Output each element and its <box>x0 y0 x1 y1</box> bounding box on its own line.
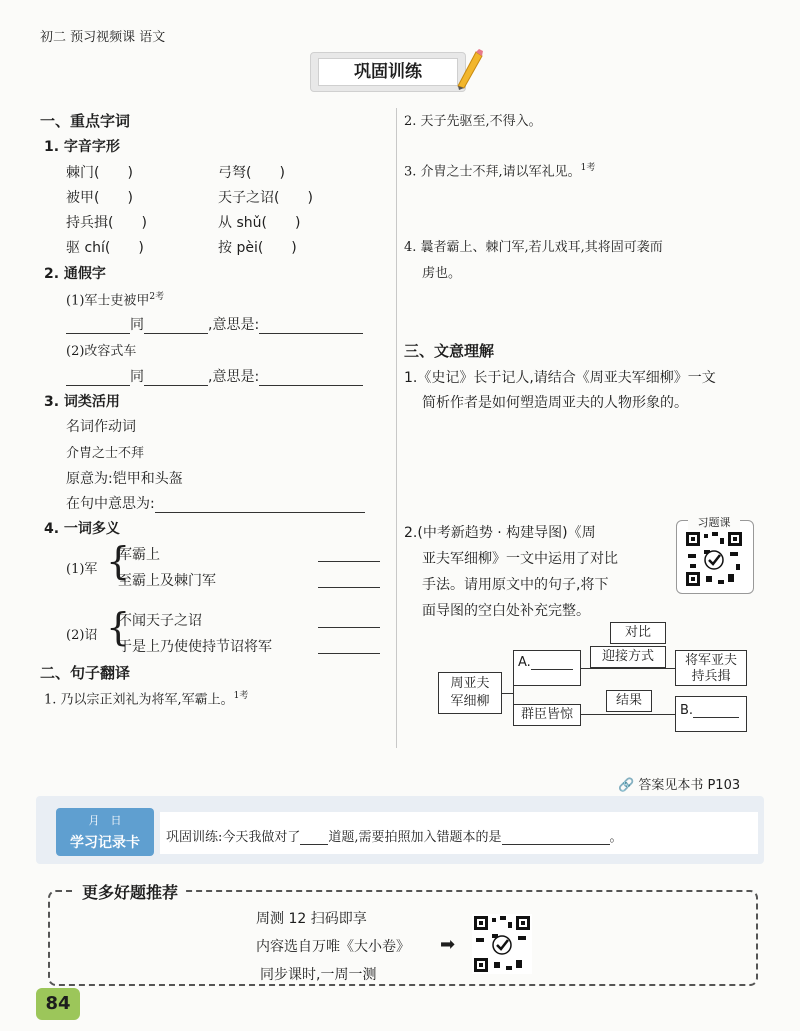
understand-2d: 面导图的空白处补充完整。 <box>422 603 590 619</box>
translate-2: 2. 天子先驱至,不得入。 <box>404 114 542 129</box>
q1-item: 持兵揖( ) <box>66 215 147 231</box>
section-title-3: 三、文意理解 <box>404 342 495 360</box>
qr-code-icon[interactable] <box>684 530 744 588</box>
answer-reference: 🔗 答案见本书 P103 <box>618 778 741 793</box>
link-icon: 🔗 <box>618 778 635 793</box>
q1-title: 1. 字音字形 <box>44 139 120 155</box>
answer-line[interactable] <box>318 561 380 562</box>
understand-2b: 亚夫军细柳》一文中运用了对比 <box>422 551 618 567</box>
understand-1a: 1.《史记》长于记人,请结合《周亚夫军细柳》一文 <box>404 370 716 386</box>
translate-4a: 4. 曩者霸上、棘门军,若儿戏耳,其将固可袭而 <box>404 240 663 255</box>
section-title-2: 二、句子翻译 <box>40 664 131 682</box>
more-line-2: 内容选自万唯《大小卷》 <box>256 939 410 955</box>
q2-sentence-2: (2)改容式车 <box>66 344 137 359</box>
brace: { <box>106 539 131 583</box>
q2-title: 2. 通假字 <box>44 266 106 282</box>
qr-code-icon[interactable] <box>472 914 532 974</box>
q3-original: 原意为:铠甲和头盔 <box>66 471 183 487</box>
column-divider <box>396 108 397 748</box>
map-center: 周亚夫 军细柳 <box>438 672 502 714</box>
answer-line[interactable] <box>318 627 380 628</box>
understand-2a: 2.(中考新趋势 · 构建导图)《周 <box>404 525 596 541</box>
q3-meaning: 在句中意思为: <box>66 493 365 513</box>
q3-subtitle: 名词作动词 <box>66 419 136 435</box>
q4-word-2: (2)诏 <box>66 628 98 643</box>
q1-item: 被甲( ) <box>66 190 133 206</box>
breadcrumb: 初二 预习视频课 语文 <box>40 30 166 45</box>
q4-title: 4. 一词多义 <box>44 521 120 537</box>
q1-item: 驱 chí( ) <box>66 240 144 256</box>
understand-2c: 手法。请用原文中的句子,将下 <box>422 577 609 593</box>
translate-1: 1. 乃以宗正刘礼为将军,军霸上。$^{1考}$ <box>44 691 249 708</box>
page-number: 84 <box>36 988 80 1020</box>
pencil-icon <box>450 48 484 90</box>
more-line-3: 同步课时,一周一测 <box>260 967 377 983</box>
map-arrow <box>581 714 675 715</box>
q4-word-1: (1)军 <box>66 562 98 577</box>
q1-item: 天子之诏( ) <box>218 190 313 206</box>
map-box-a[interactable]: A. <box>513 650 581 686</box>
study-card-text: 巩固训练:今天我做对了 道题,需要拍照加入错题本的是 。 <box>166 830 623 845</box>
map-arrow <box>581 668 675 669</box>
map-welcome-way: 迎接方式 <box>590 646 666 668</box>
q1-item: 弓弩( ) <box>218 165 285 181</box>
study-card-date: 月 日 <box>88 814 122 827</box>
more-questions-title: 更多好题推荐 <box>76 880 184 903</box>
q4-usage: 不闻天子之诏 <box>118 613 202 629</box>
page-title: 巩固训练 <box>318 58 458 86</box>
answer-line[interactable] <box>318 587 380 588</box>
q2-line-2: 同 ,意思是: <box>66 366 363 386</box>
q2-line-1: 同 ,意思是: <box>66 314 363 334</box>
map-box-b[interactable]: B. <box>675 696 747 732</box>
study-card-label: 学习记录卡 <box>70 835 140 851</box>
arrow-right-icon: ➡ <box>440 934 456 955</box>
map-contrast: 对比 <box>610 622 666 644</box>
translate-3: 3. 介胄之士不拜,请以军礼见。$^{1考}$ <box>404 163 596 180</box>
q1-item: 从 shǔ( ) <box>218 215 301 231</box>
q1-item: 按 pèi( ) <box>218 240 297 256</box>
more-line-1: 周测 12 扫码即享 <box>256 911 367 927</box>
qr-badge-label: 习题课 <box>688 514 740 530</box>
map-officials: 群臣皆惊 <box>513 704 581 726</box>
section-title-1: 一、重点字词 <box>40 112 131 130</box>
understand-1b: 简析作者是如何塑造周亚夫的人物形象的。 <box>422 395 688 411</box>
q1-item: 棘门( ) <box>66 165 133 181</box>
q3-title: 3. 词类活用 <box>44 394 120 410</box>
brace: { <box>106 605 131 649</box>
answer-line[interactable] <box>318 653 380 654</box>
q3-sentence: 介胄之士不拜 <box>66 446 145 461</box>
q4-usage: 于是上乃使使持节诏将军 <box>118 639 272 655</box>
map-result: 结果 <box>606 690 652 712</box>
translate-4b: 虏也。 <box>422 266 462 281</box>
q2-sentence-1: (1)军士吏被甲$^{2考}$ <box>66 292 165 309</box>
map-general: 将军亚夫 持兵揖 <box>675 650 747 686</box>
q4-usage: 军霸上 <box>118 547 160 563</box>
q4-usage: 至霸上及棘门军 <box>118 573 216 589</box>
